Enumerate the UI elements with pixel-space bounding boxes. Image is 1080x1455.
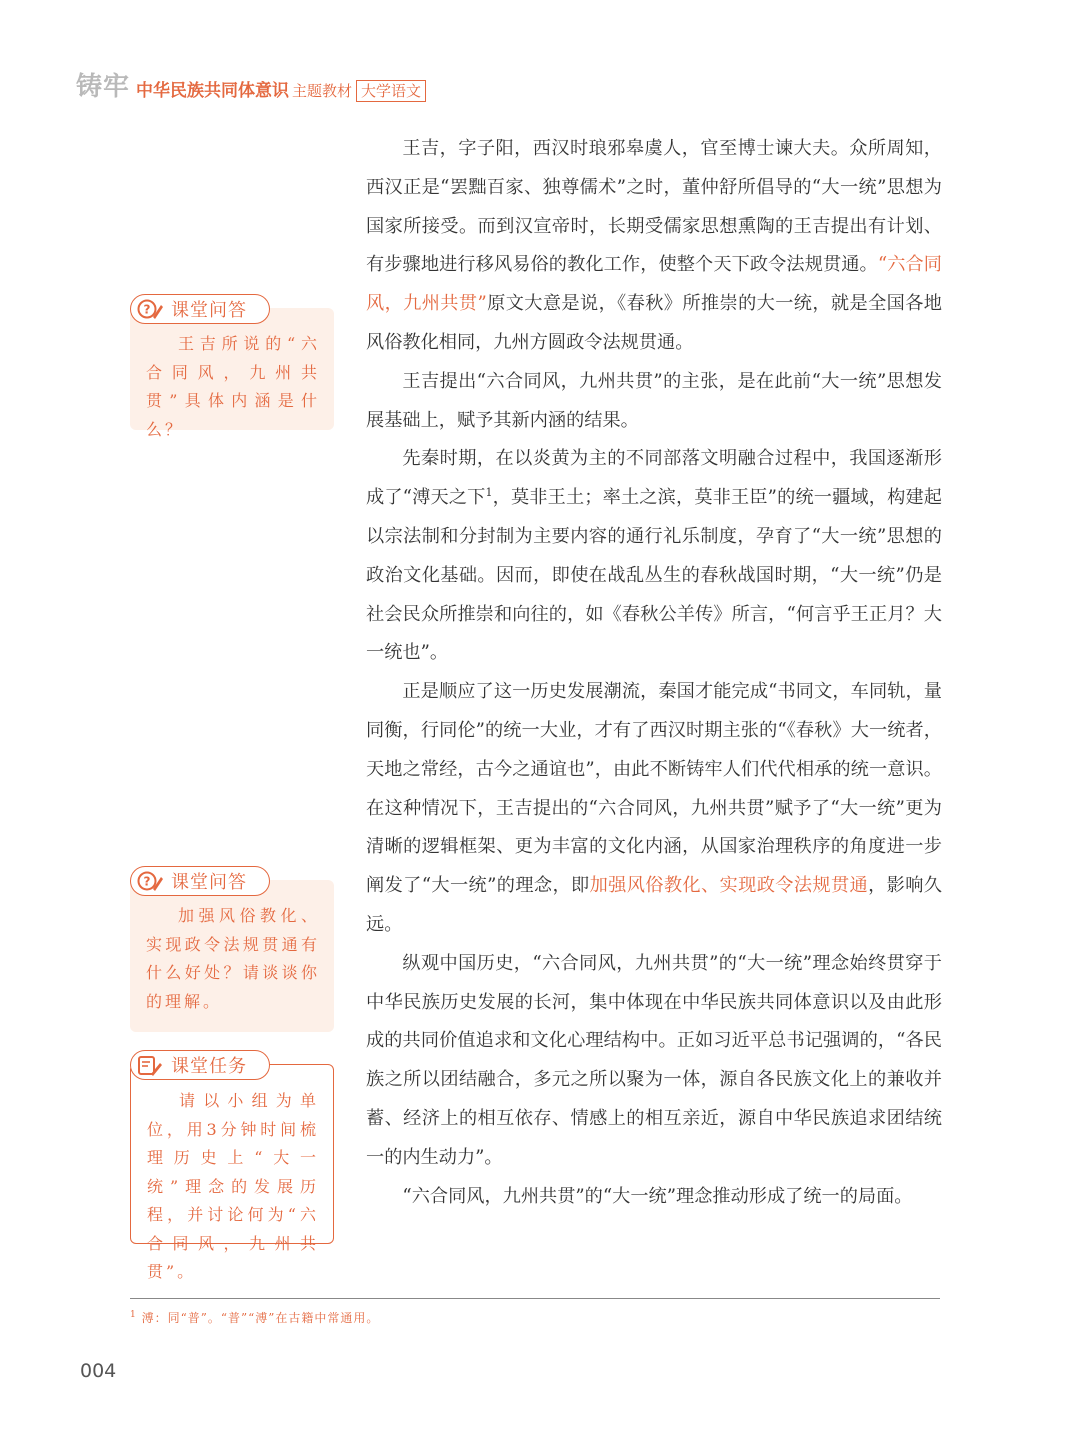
- text-run: 先秦时期，在以炎黄为主的不同部落文明融合过程中，我国逐渐形成了“溥天之下: [366, 448, 942, 509]
- qa-text-2: 加强风俗教化、实现政令法规贯通有什么好处？请谈谈你的理解。: [146, 906, 320, 1011]
- task-body: [130, 1064, 334, 1281]
- text-run: ，影响久远。: [366, 875, 942, 935]
- task-pill: [130, 1050, 270, 1080]
- body-paragraph: [366, 363, 942, 441]
- body-paragraph: [366, 440, 942, 673]
- footnote-ref: 1: [485, 486, 493, 500]
- highlight-text: “六合同风，九州共贯”: [366, 254, 942, 315]
- qa-body-1: [130, 308, 334, 439]
- qa-label-1: 课堂问答: [171, 300, 247, 321]
- footnote-rule: [130, 1298, 940, 1299]
- header-series: 主题教材: [292, 82, 353, 100]
- question-pencil-icon: [137, 298, 163, 320]
- qa-body-2: [130, 880, 334, 1032]
- footnote-number: 1: [130, 1310, 137, 1320]
- qa-label-2: 课堂问答: [171, 872, 247, 893]
- header-subtitle: 中华民族共同体意识: [136, 81, 290, 101]
- body-paragraph: [366, 945, 942, 1178]
- qa-text-1: 王吉所说的“六合同风，九州共贯”具体内涵是什么？: [146, 334, 320, 439]
- task-text: 请以小组为单位，用3分钟时间梳理历史上“大一统”理念的发展历程，并讨论何为“六合同风，九州共贯”。: [147, 1091, 319, 1281]
- body-paragraph: [366, 1178, 942, 1217]
- text-run: ，莫非王土；率土之滨，莫非王臣”的统一疆域，构建起以宗法制和分封制为主要内容的通行礼乐制度，孕育了“大一统”思想的政治文化基础。因而，即使在战乱丛生的春秋战国时期，“大一统”仍是社会民众所推崇和向往的，如《春秋公羊传》所言，“何言乎王正月？大一统也”。: [366, 487, 942, 664]
- task-pen-icon: [137, 1054, 163, 1076]
- text-run: 正是顺应了这一历史发展潮流，秦国才能完成“书同文，车同轨，量同衡，行同伦”的统一大业，才有了西汉时期主张的“《春秋》大一统者，天地之常经，古今之通谊也”，由此不断铸牢人们代代相承的统一意识。在这种情况下，王吉提出的“六合同风，九州共贯”赋予了“大一统”更为清晰的逻辑框架、更为丰富的文化内涵，从国家治理秩序的角度进一步阐发了“大一统”的理念，即: [366, 681, 942, 897]
- main-text: [366, 130, 942, 1216]
- qa-pill-1: [130, 294, 270, 324]
- header-book-tag: 大学语文: [356, 80, 426, 102]
- text-run: 王吉提出“六合同风，九州共贯”的主张，是在此前“大一统”思想发展基础上，赋予其新内涵的结果。: [366, 370, 942, 431]
- text-run: 纵观中国历史，“六合同风，九州共贯”的“大一统”理念始终贯穿于中华民族历史发展的长河，集中体现在中华民族共同体意识以及由此形成的共同价值追求和文化心理结构中。正如习近平总书记强调的，“各民族之所以团结融合，多元之所以聚为一体，源自各民族文化上的兼收并蓄、经济上的相互依存、情感上的相互亲近，源自中华民族追求团结统一的内生动力”。: [366, 952, 942, 1168]
- text-run: 原文大意是说，《春秋》所推崇的大一统，就是全国各地风俗教化相同，九州方圆政令法规贯通。: [366, 293, 942, 353]
- qa-pill-2: [130, 866, 270, 896]
- body-paragraph: [366, 673, 942, 945]
- running-header: [76, 68, 426, 102]
- footnote-text: 溥：同“普”。“普”“溥”在古籍中常通用。: [141, 1311, 380, 1325]
- highlight-text: 加强风俗教化、实现政令法规贯通: [589, 875, 869, 897]
- body-paragraph: [366, 130, 942, 363]
- task-label: 课堂任务: [171, 1056, 247, 1077]
- header-title: 铸牢: [76, 72, 131, 102]
- page-number: 004: [80, 1360, 117, 1382]
- text-run: 王吉，字子阳，西汉时琅邪皋虞人，官至博士谏大夫。众所周知，西汉正是“罢黜百家、独尊儒术”之时，董仲舒所倡导的“大一统”思想为国家所接受。而到汉宣帝时，长期受儒家思想熏陶的王吉提出有计划、有步骤地进行移风易俗的教化工作，使整个天下政令法规贯通。: [366, 138, 942, 276]
- svg-text:?: ?: [143, 302, 151, 317]
- footnote: [130, 1309, 379, 1326]
- svg-text:?: ?: [143, 874, 151, 889]
- question-pencil-icon: [137, 870, 163, 892]
- text-run: “六合同风，九州共贯”的“大一统”理念推动形成了统一的局面。: [402, 1185, 913, 1207]
